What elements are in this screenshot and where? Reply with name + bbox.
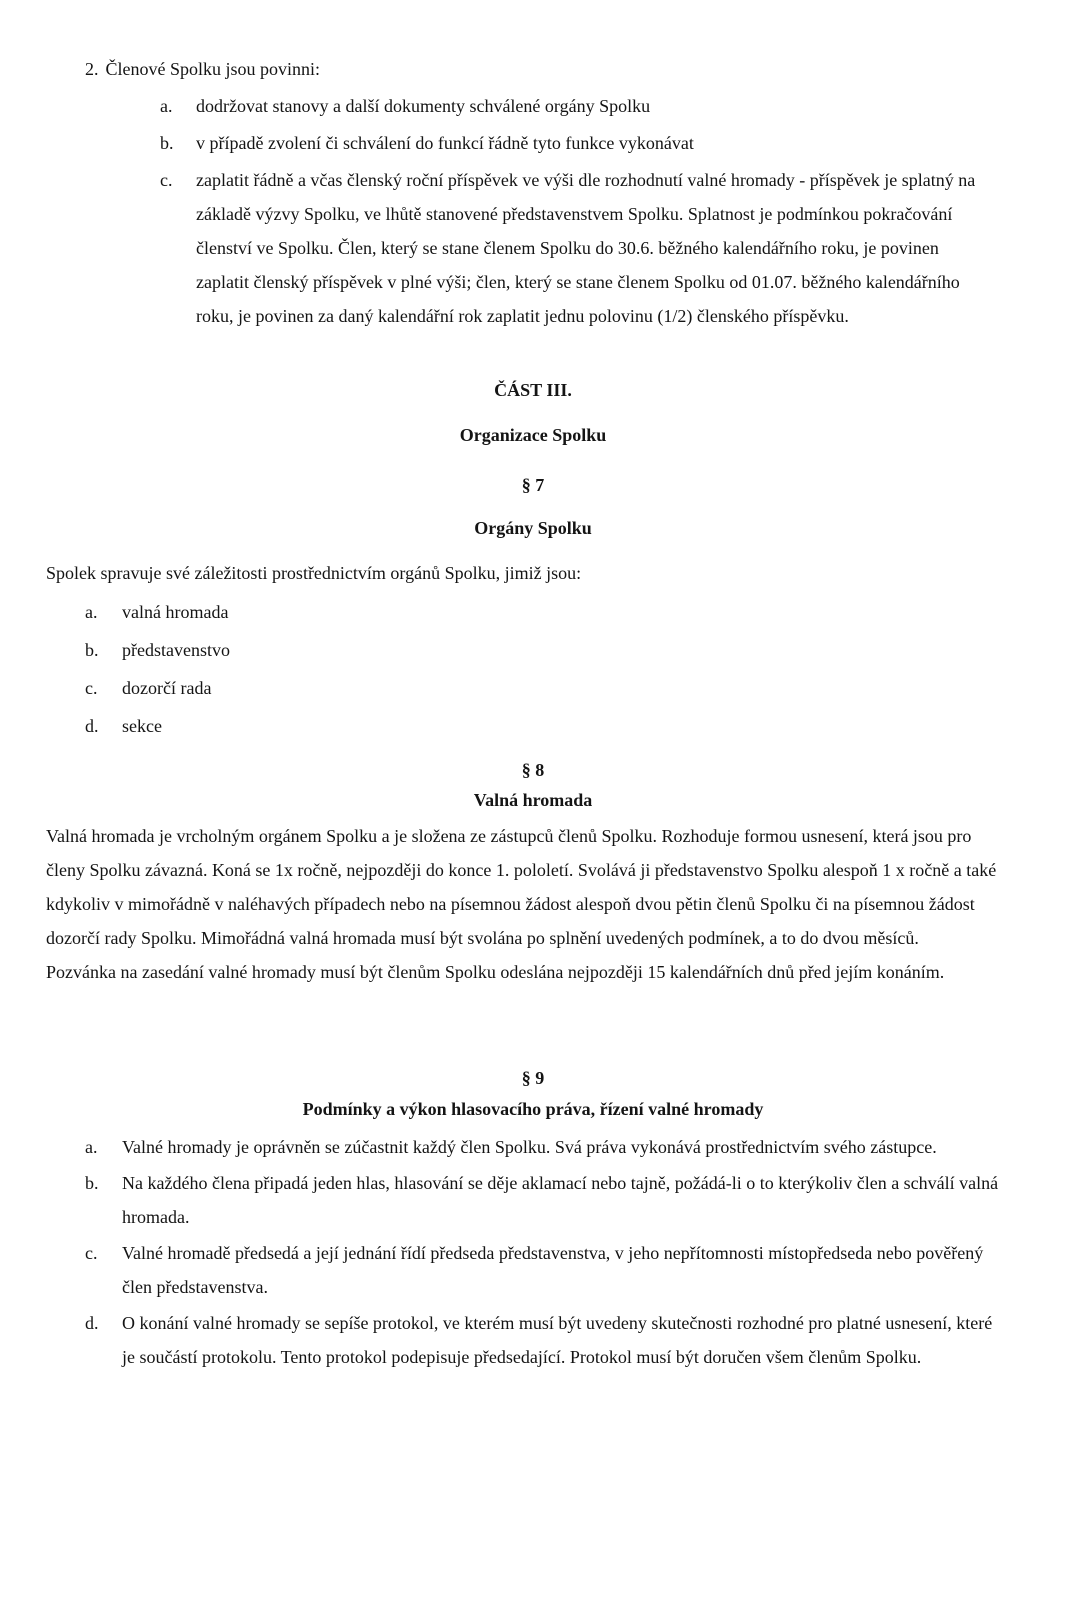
list-item-label: a.: [85, 1137, 98, 1157]
list-item-label: c.: [85, 1243, 98, 1263]
rule-item-b: [46, 1166, 1020, 1234]
part-subtitle: Organizace Spolku: [459, 425, 607, 445]
duties-item-c: [46, 163, 1020, 333]
organ-item-b: [46, 633, 1020, 667]
list-item-label: b.: [85, 640, 99, 660]
duties-list: [46, 89, 1020, 333]
list-item-label: c.: [85, 678, 98, 698]
list-item-label: b.: [160, 133, 174, 153]
list-item-text: Valné hromady je oprávněn se zúčastnit každý člen Spolku. Svá práva vykonává prostřednictvím svého zástupce.: [122, 1137, 937, 1157]
list-item-label: d.: [85, 1313, 99, 1333]
list-item-text: dozorčí rada: [122, 678, 212, 698]
section9-title: Podmínky a výkon hlasovacího práva, řízení valné hromady: [302, 1099, 764, 1119]
list-item-text: představenstvo: [122, 640, 230, 660]
section7-title: Orgány Spolku: [474, 518, 592, 538]
list-item-label: b.: [85, 1173, 99, 1193]
duties-intro: [46, 52, 1020, 86]
section8-paragraph-1: Valná hromada je vrcholným orgánem Spolku a je složena ze zástupců členů Spolku. Rozhoduje formou usnesení, která jsou pro členy Spolku závazná. Koná se 1x ročně, nejpozději do konce 1. pololetí. Svolává ji představenstvo Spolku alespoň 1 x ročně a také kdykoliv v mimořádně v naléhavých případech nebo na písemnou žádost alespoň dvou pětin členů Spolku či na písemnou žádost dozorčí rady Spolku. Mimořádná valná hromada musí být svolána po splnění uvedených podmínek, a to do dvou měsíců.: [46, 826, 997, 948]
section8-title: Valná hromada: [473, 790, 593, 810]
section7-organ-list: [46, 595, 1020, 743]
list-item-text: v případě zvolení či schválení do funkcí řádně tyto funkce vykonávat: [196, 133, 694, 153]
organ-item-d: [46, 709, 1020, 743]
list-item-text: O konání valné hromady se sepíše protokol, ve kterém musí být uvedeny skutečnosti rozhodné pro platné usnesení, které je součástí protokolu. Tento protokol podepisuje předsedající. Protokol musí být doručen všem členům Spolku.: [122, 1313, 993, 1367]
part-title: ČÁST III.: [494, 380, 572, 400]
rule-item-c: [46, 1236, 1020, 1304]
section7-intro: Spolek spravuje své záležitosti prostřednictvím orgánů Spolku, jimiž jsou:: [46, 563, 582, 583]
list-item-text: zaplatit řádně a včas členský roční příspěvek ve výši dle rozhodnutí valné hromady - příspěvek je splatný na základě výzvy Spolku, ve lhůtě stanovené představenstvem Spolku. Splatnost je podmínkou pokračování členství ve Spolku. Člen, který se stane členem Spolku do 30.6. běžného kalendářního roku, je povinen zaplatit členský příspěvek v plné výši; člen, který se stane členem Spolku od 01.07. běžného kalendářního roku, je povinen za daný kalendářní rok zaplatit jednu polovinu (1/2) členského příspěvku.: [196, 170, 976, 326]
list-item-label: c.: [160, 170, 173, 190]
organ-item-a: [46, 595, 1020, 629]
organ-item-c: [46, 671, 1020, 705]
list-item-label: a.: [85, 602, 98, 622]
list-item-text: Valné hromadě předsedá a její jednání řídí předseda představenstva, v jeho nepřítomnosti místopředseda nebo pověřený člen představenstva.: [122, 1243, 984, 1297]
list-item-label: d.: [85, 716, 99, 736]
section9-heading: [46, 1063, 1020, 1125]
section9-number: § 9: [521, 1068, 545, 1088]
section9-rules-list: [46, 1130, 1020, 1374]
list-item-text: valná hromada: [122, 602, 229, 622]
section8-number: § 8: [521, 760, 545, 780]
rule-item-a: [46, 1130, 1020, 1164]
list-item-label: a.: [160, 96, 173, 116]
duties-item-b: [46, 126, 1020, 160]
list-item-text: sekce: [122, 716, 162, 736]
duties-number: 2.: [85, 59, 99, 79]
list-item-text: Na každého člena připadá jeden hlas, hlasování se děje aklamací nebo tajně, požádá-li o to kterýkoliv člen a schválí valná hromada.: [122, 1173, 999, 1227]
duties-intro-text: Členové Spolku jsou povinni:: [105, 59, 321, 79]
section8-paragraph-2: Pozvánka na zasedání valné hromady musí být členům Spolku odeslána nejpozději 15 kalendářních dnů před jejím konáním.: [46, 962, 945, 982]
section7-number: § 7: [521, 475, 545, 495]
list-item-text: dodržovat stanovy a další dokumenty schválené orgány Spolku: [196, 96, 651, 116]
section8-heading: [46, 755, 1020, 815]
duties-item-a: [46, 89, 1020, 123]
rule-item-d: [46, 1306, 1020, 1374]
